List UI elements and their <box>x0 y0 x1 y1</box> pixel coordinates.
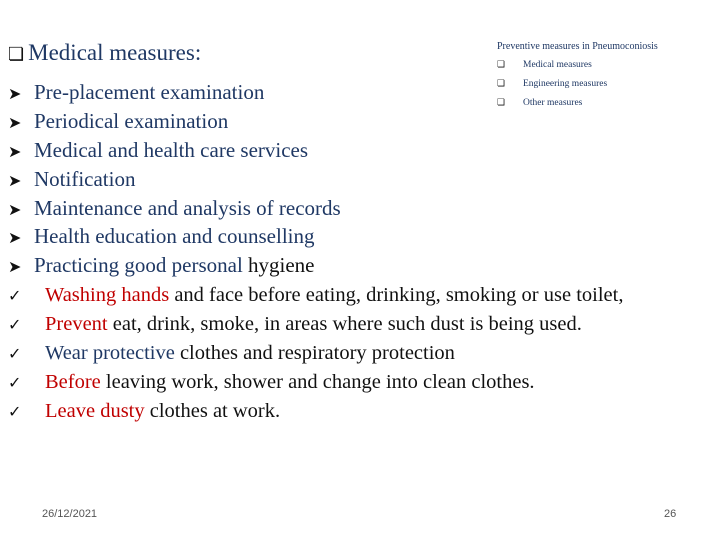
mini-panel-item: ❏ Engineering measures <box>497 79 608 89</box>
list-item: ➤ Notification <box>8 165 341 194</box>
checkmark-icon: ✓ <box>8 344 22 363</box>
mini-panel-item: ❏ Other measures <box>497 98 583 108</box>
checkbox-bullet-icon: ❏ <box>497 79 506 89</box>
medical-measures-list <box>8 78 341 280</box>
arrow-bullet-icon: ➤ <box>8 199 22 219</box>
checklist-item: ✓ Wear protective clothes and respiratory protection <box>8 339 714 368</box>
footer-date: 26/12/2021 <box>42 508 98 520</box>
arrow-bullet-icon: ➤ <box>8 257 22 277</box>
page-number: 26 <box>664 508 677 520</box>
arrow-bullet-icon: ➤ <box>8 170 22 190</box>
list-item-hygiene: ➤ Practicing good personal hygiene <box>8 251 341 280</box>
arrow-bullet-icon: ➤ <box>8 84 22 103</box>
slide-heading <box>8 40 201 66</box>
checklist-item: ✓ Prevent eat, drink, smoke, in areas where such dust is being used. <box>8 310 714 339</box>
checkmark-icon: ✓ <box>8 373 22 392</box>
list-item: ➤ Pre-placement examination <box>8 78 341 107</box>
checkmark-icon: ✓ <box>8 286 22 305</box>
mini-panel-list <box>497 58 607 115</box>
arrow-bullet-icon: ➤ <box>8 228 22 248</box>
list-item: ➤ Medical and health care services <box>8 136 341 165</box>
checkmark-icon: ✓ <box>8 315 22 334</box>
mini-panel-item: ❏ Medical measures <box>497 60 592 70</box>
list-item: ➤ Maintenance and analysis of records <box>8 194 341 223</box>
list-item: ➤ Health education and counselling <box>8 222 341 251</box>
checklist-item: ✓ Washing hands and face before eating, drinking, smoking or use toilet, <box>8 281 714 310</box>
checklist-item: ✓ Before leaving work, shower and change into clean clothes. <box>8 368 714 397</box>
checkbox-bullet-icon: ❏ <box>497 98 506 108</box>
checkbox-bullet-icon: ❏ <box>8 44 25 65</box>
arrow-bullet-icon: ➤ <box>8 141 22 161</box>
hygiene-checklist <box>8 281 714 426</box>
checkbox-bullet-icon: ❏ <box>497 60 506 70</box>
checklist-item: ✓ Leave dusty clothes at work. <box>8 397 714 426</box>
mini-panel-title: Preventive measures in Pneumoconiosis <box>497 41 658 52</box>
arrow-bullet-icon: ➤ <box>8 112 22 132</box>
list-item: ➤ Periodical examination <box>8 107 341 136</box>
heading-text: Medical measures: <box>28 40 202 65</box>
checkmark-icon: ✓ <box>8 402 22 421</box>
